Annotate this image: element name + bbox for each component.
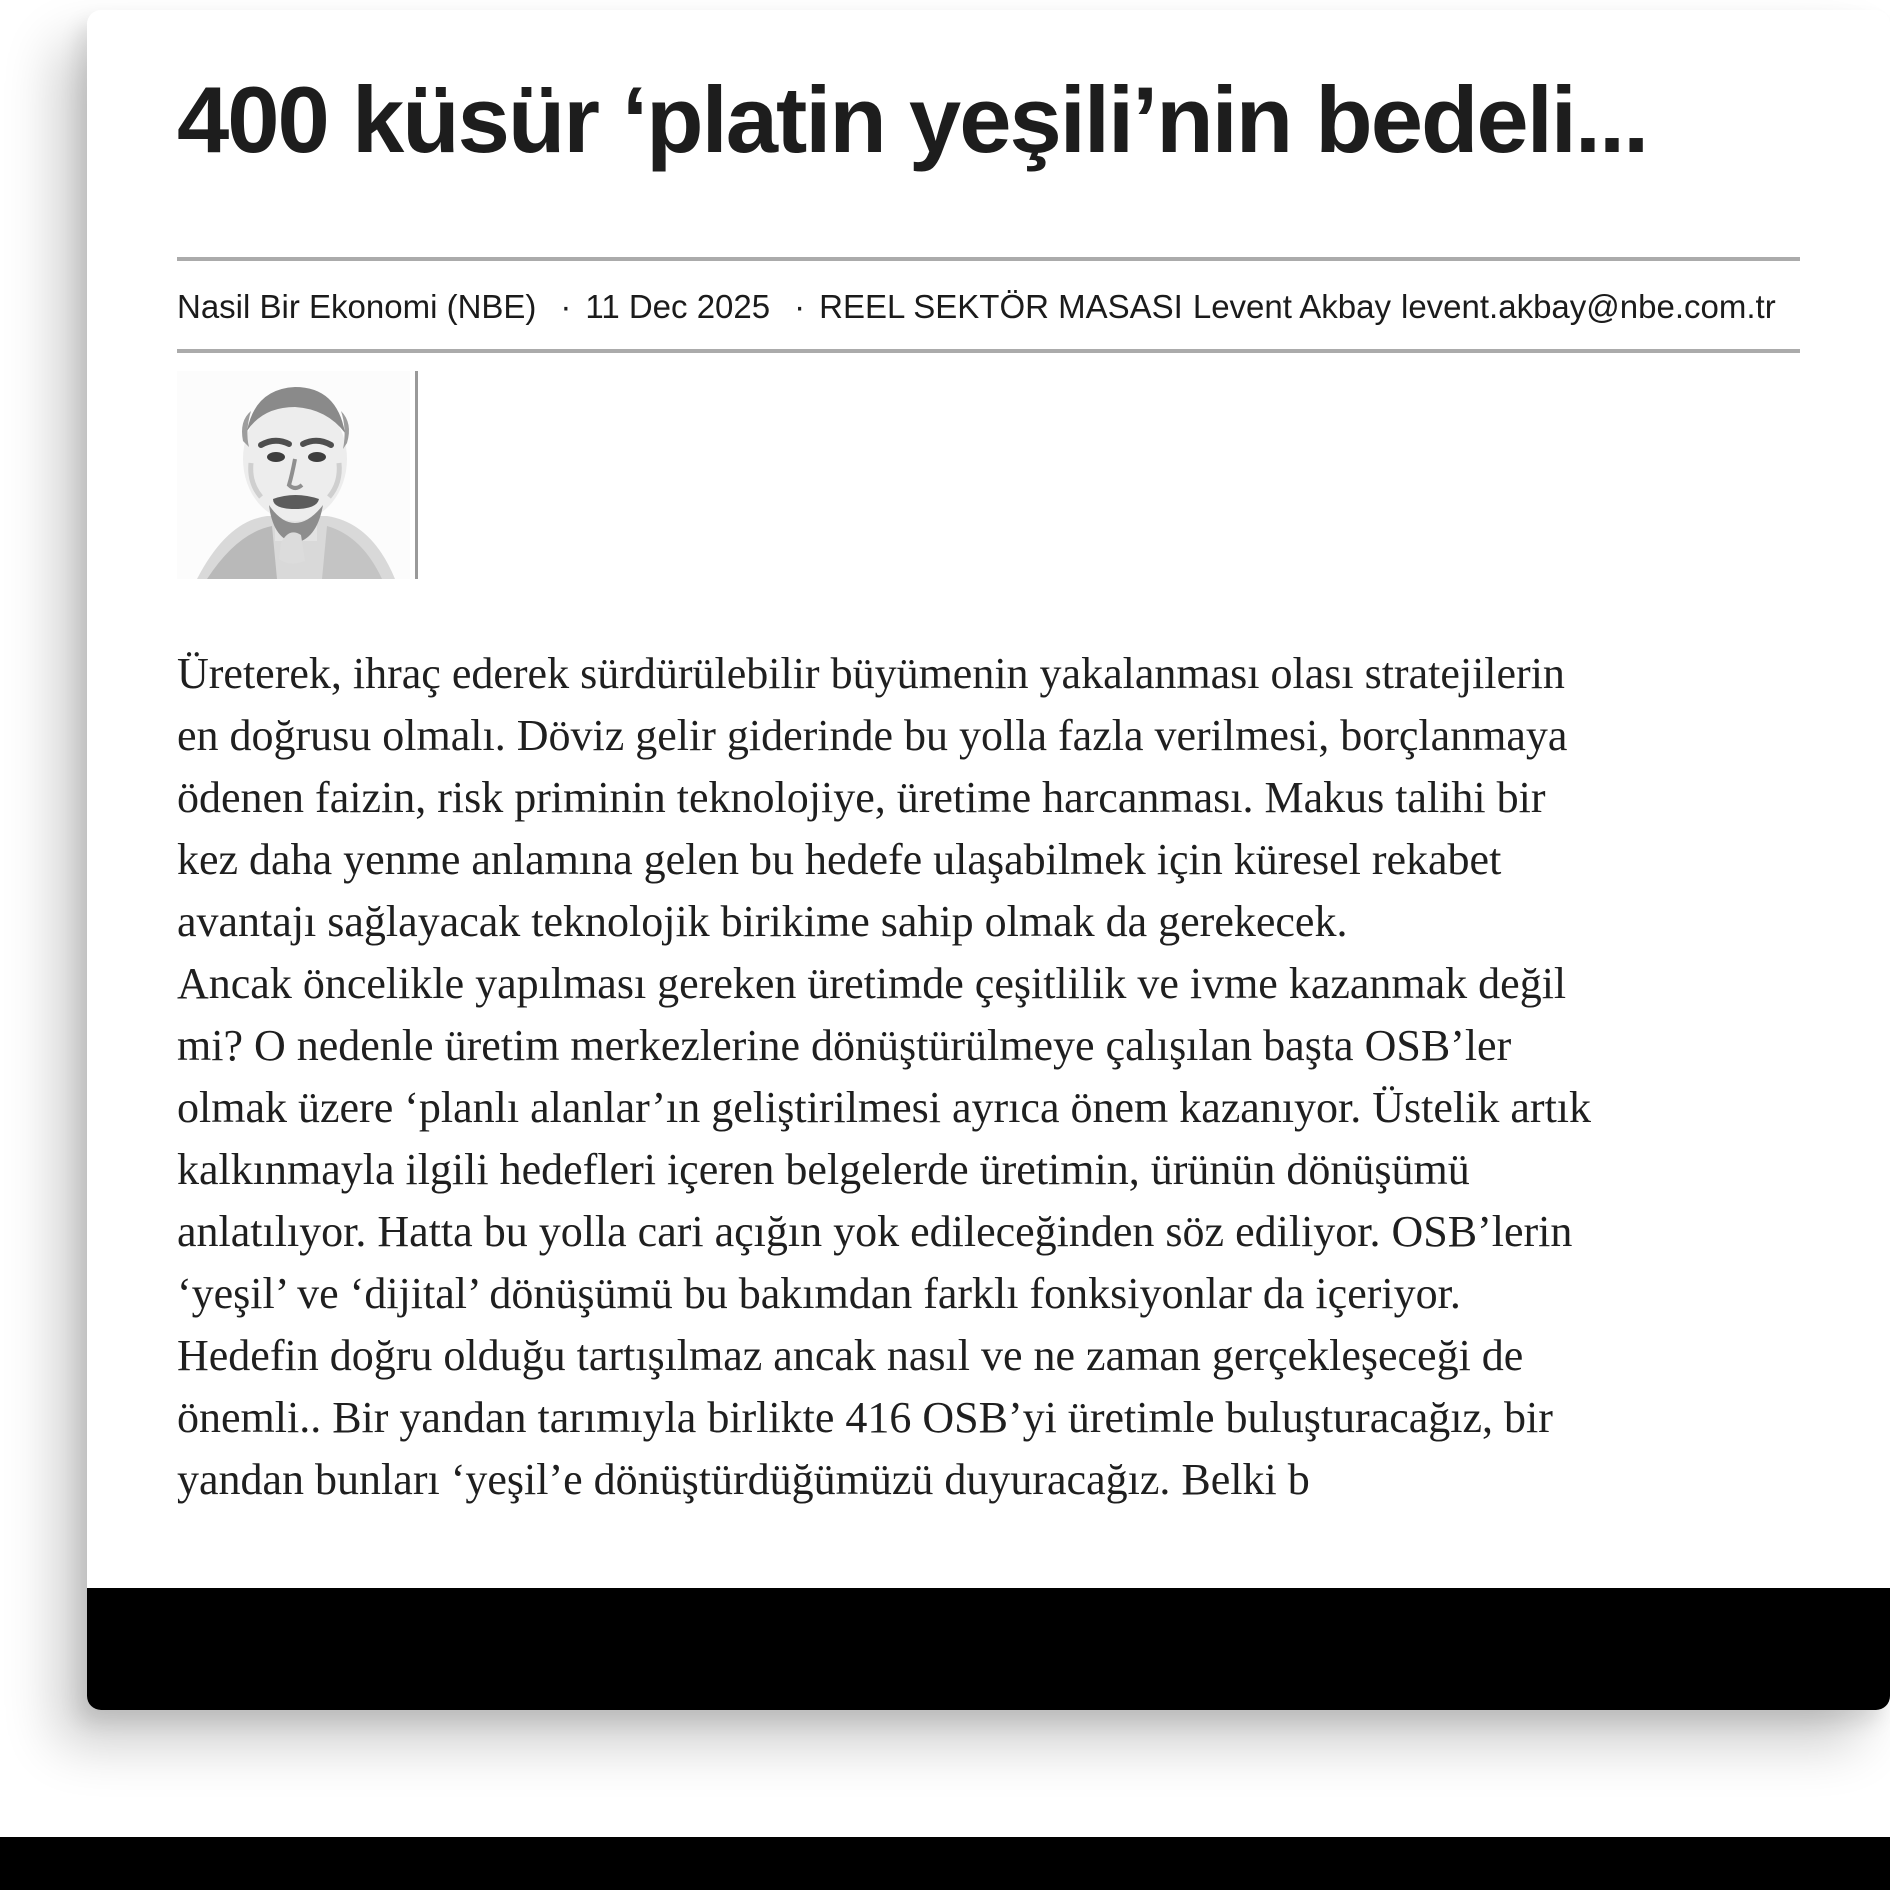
- byline-source: Nasil Bir Ekonomi (NBE): [177, 288, 537, 326]
- paragraph: [177, 1325, 1800, 1511]
- body-line: Hedefin doğru olduğu tartışılmaz ancak nasıl ve ne zaman gerçekleşeceği de: [177, 1331, 1524, 1381]
- portrait-divider-line: [415, 371, 418, 579]
- author-block: [177, 371, 1800, 579]
- body-line: avantajı sağlayacak teknolojik birikime sahip olmak da gerekecek.: [177, 897, 1348, 947]
- body-line: ödenen faizin, risk priminin teknolojiye, üretime harcanması. Makus talihi bir: [177, 773, 1546, 823]
- article-body: [177, 643, 1800, 1511]
- body-line-occluded: yandan bunları ‘yeşil’e dönüştürdüğümüzü duyuracağız. Belki b: [177, 1455, 1310, 1505]
- body-line: ‘yeşil’ ve ‘dijital’ dönüşümü bu bakımdan farklı fonksiyonlar da içeriyor.: [177, 1269, 1461, 1319]
- article-title: 400 küsür ‘platin yeşili’nin bedeli...: [177, 67, 1648, 172]
- article-content: [87, 68, 1890, 1511]
- paragraph: [177, 643, 1800, 953]
- body-line: mi? O nedenle üretim merkezlerine dönüştürülmeye çalışılan başta OSB’ler: [177, 1021, 1512, 1071]
- byline-separator: ·: [560, 288, 572, 326]
- body-line: Üreterek, ihraç ederek sürdürülebilir büyümenin yakalanması olası stratejilerin: [177, 649, 1565, 699]
- body-line: kez daha yenme anlamına gelen bu hedefe ulaşabilmek için küresel rekabet: [177, 835, 1502, 885]
- body-line: olmak üzere ‘planlı alanlar’ın geliştirilmesi ayrıca önem kazanıyor. Üstelik artık: [177, 1083, 1592, 1133]
- body-line: en doğrusu olmalı. Döviz gelir giderinde bu yolla fazla verilmesi, borçlanmaya: [177, 711, 1568, 761]
- body-line: kalkınmayla ilgili hedefleri içeren belgelerde üretimin, ürünün dönüşümü: [177, 1145, 1470, 1195]
- body-line: Ancak öncelikle yapılması gereken üretimde çeşitlilik ve ivme kazanmak değil: [177, 959, 1567, 1009]
- byline-section: REEL SEKTÖR MASASI: [819, 288, 1183, 326]
- byline-rule-bottom: [177, 349, 1800, 353]
- byline-separator: ·: [794, 288, 806, 326]
- body-line: anlatılıyor. Hatta bu yolla cari açığın yok edileceğinden söz ediliyor. OSB’lerin: [177, 1207, 1573, 1257]
- author-portrait-image: [177, 371, 410, 579]
- byline-email: levent.akbay@nbe.com.tr: [1401, 288, 1776, 326]
- body-line: önemli.. Bir yandan tarımıyla birlikte 416 OSB’yi üretimle buluşturacağız, bir: [177, 1393, 1553, 1443]
- byline-author: Levent Akbay: [1192, 288, 1391, 326]
- byline: [177, 261, 1800, 349]
- redaction-bar: [87, 1588, 1890, 1710]
- bottom-black-bar: [0, 1837, 1890, 1890]
- article-card: [87, 10, 1890, 1710]
- paragraph: [177, 953, 1800, 1325]
- byline-date: 11 Dec 2025: [585, 288, 771, 326]
